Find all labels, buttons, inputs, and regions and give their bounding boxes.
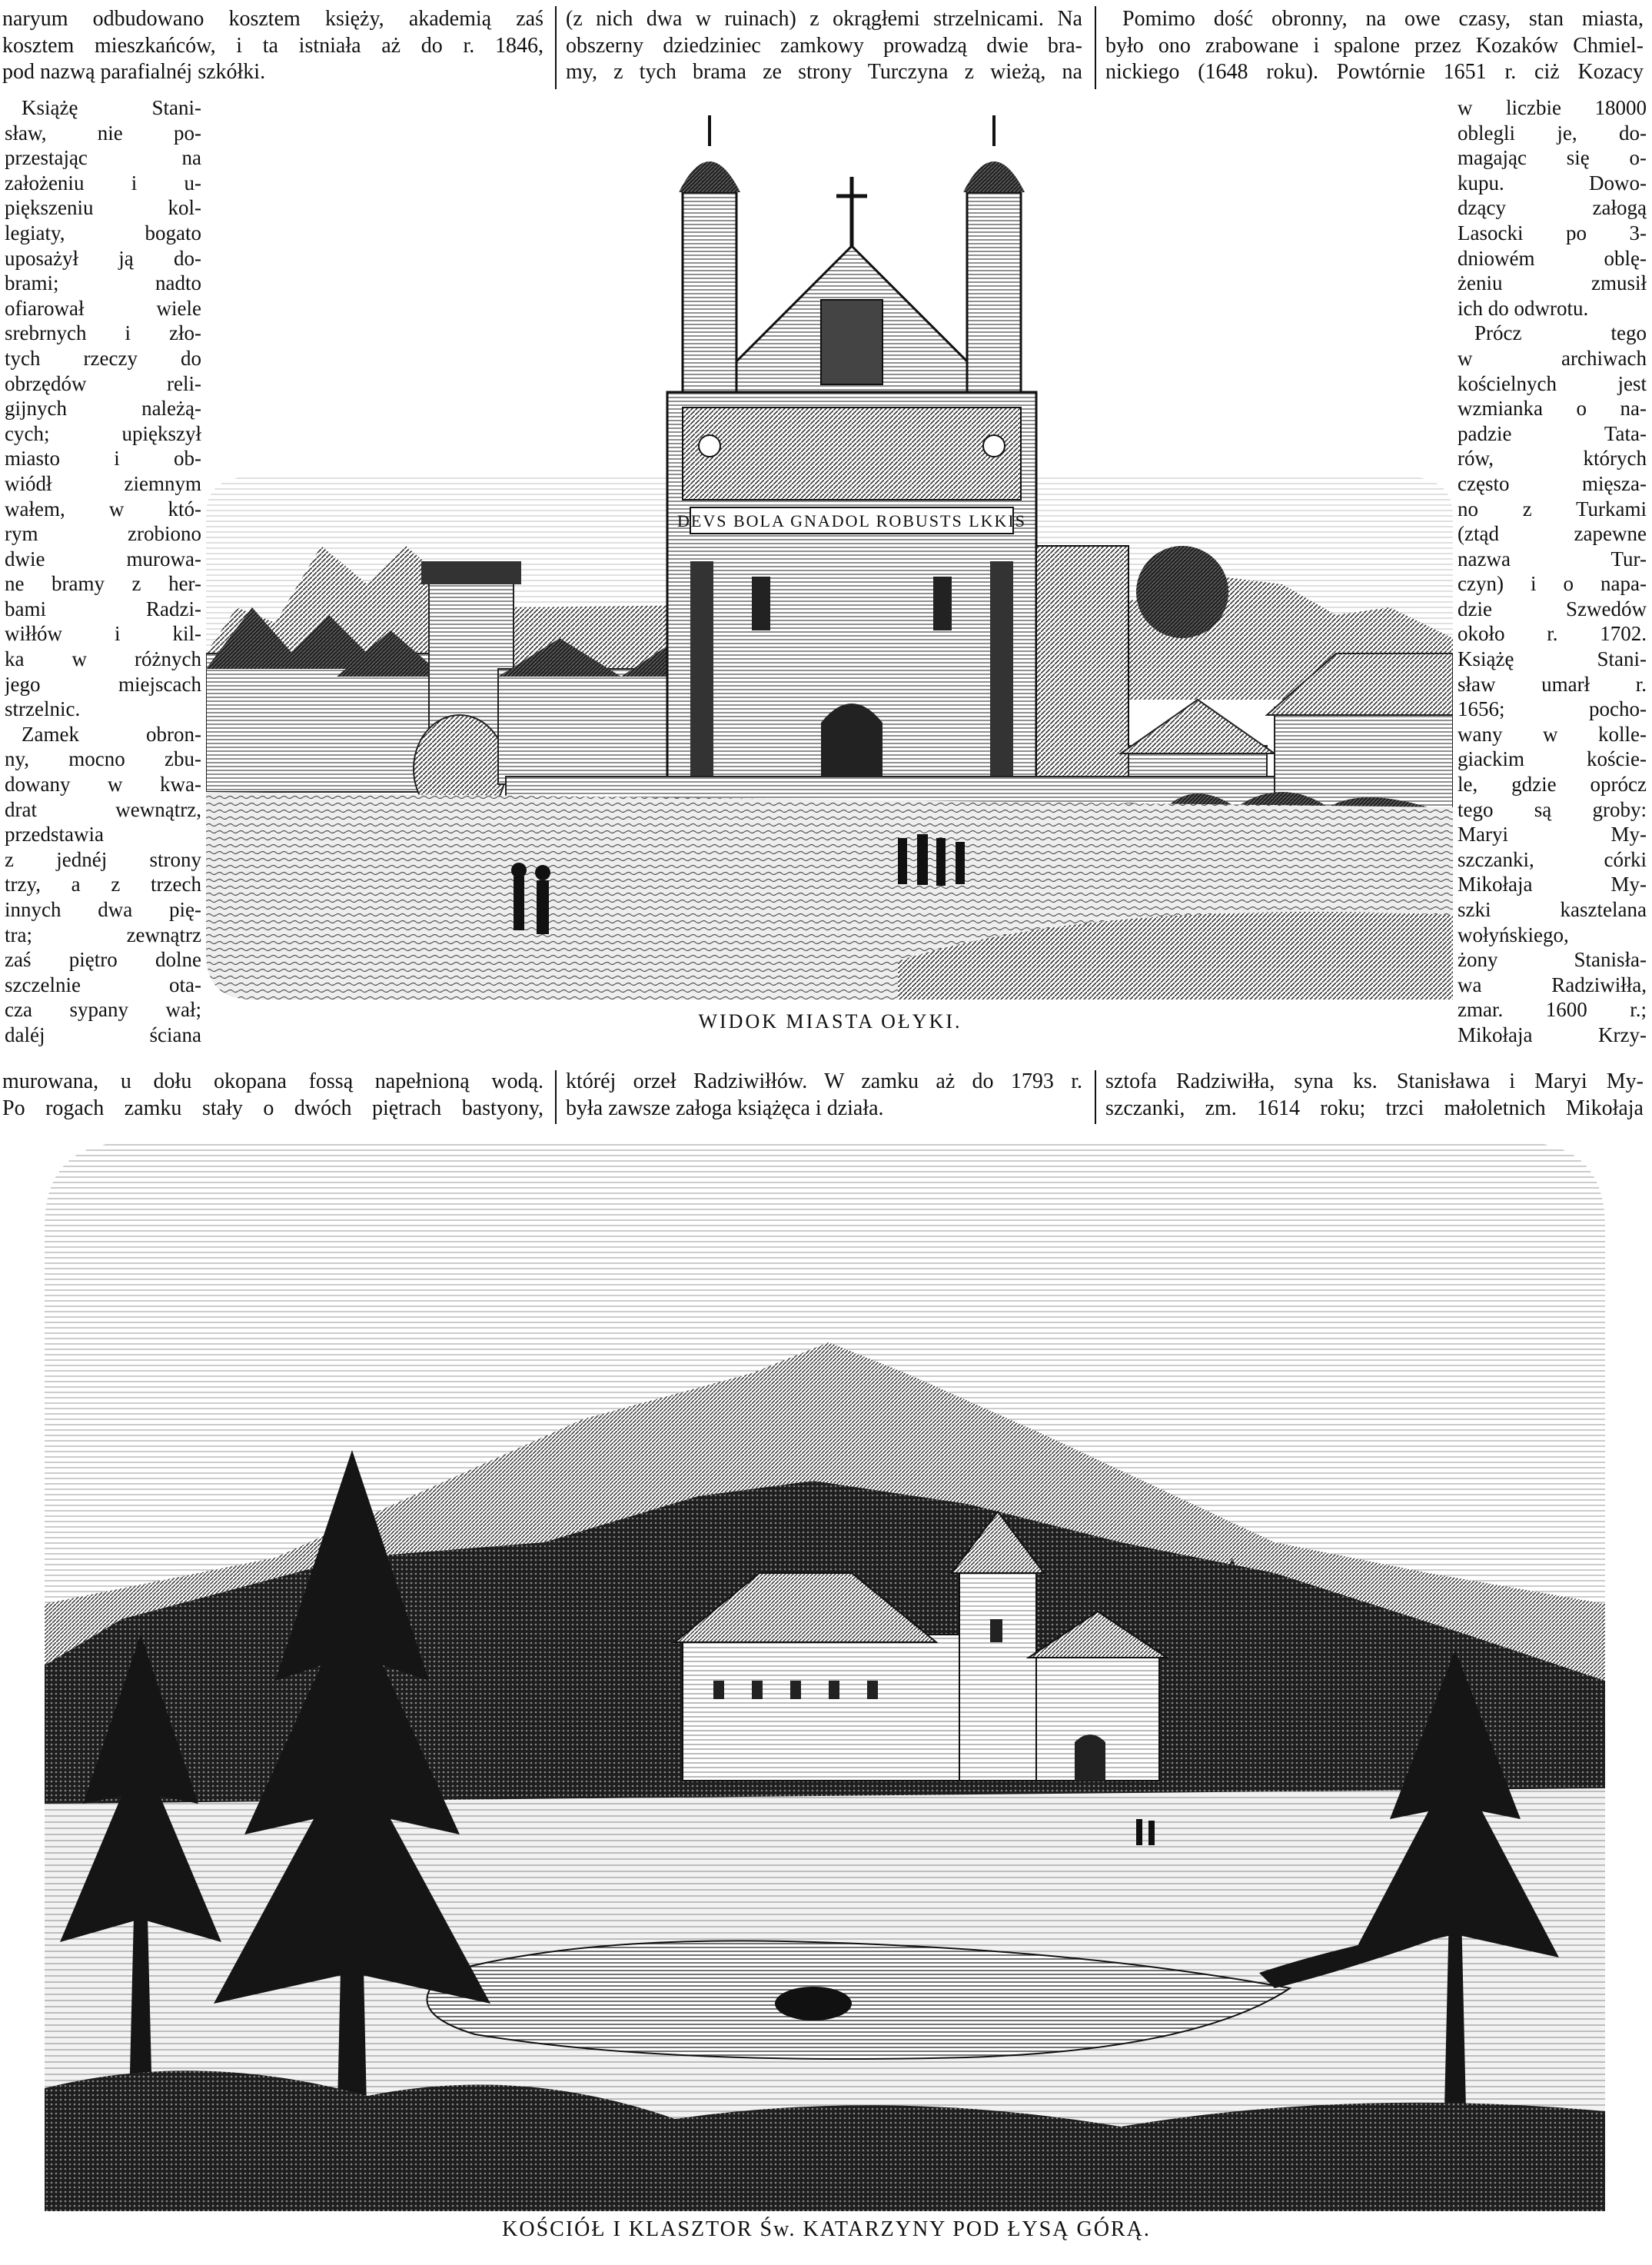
town-view-engraving [206,115,1453,1007]
text-line: daléj ściana [5,1023,201,1046]
text-line: czyn) i o napa- [1458,572,1647,596]
text-line: padzie Tata- [1458,421,1647,445]
text-line: dniowém oblę- [1458,246,1647,270]
text-line: ofiarował wiele [5,296,201,320]
right-narrow-column [1458,95,1647,1048]
monastery-caption: KOŚCIÓŁ I KLASZTOR Św. KATARZYNY POD ŁYSĄ GÓRĄ. [502,2217,1151,2241]
text-line: drat wewnątrz, [5,797,201,821]
text-line: obszerny dziedziniec zamkowy prowadzą dwie bra- [566,33,1082,58]
text-line: kościelnych jest [1458,371,1647,395]
text-line: srebrnych i zło- [5,321,201,345]
text-line: Prócz tego [1474,321,1647,345]
text-line: około r. 1702. [1458,622,1647,646]
text-line: le, gdzie oprócz [1458,773,1647,797]
text-line: no z Turkami [1458,497,1647,521]
text-line: my, z tych brama ze strony Turczyna z wieżą, na [566,60,1082,84]
text-line: zmar. 1600 r.; [1458,998,1647,1022]
col3-top-text [1105,6,1644,86]
text-line: wzmianka o na- [1458,397,1647,421]
col2-top-text [566,6,1082,86]
text-line: ka w różnych [5,647,201,671]
text-line: murowana, u dołu okopana fossą napełnioną wodą. [2,1069,543,1093]
text-line: żony Stanisła- [1458,948,1647,972]
text-line: Maryi My- [1458,823,1647,846]
column-rule [555,6,557,89]
text-line: któréj orzeł Radziwiłłów. W zamku aż do 1793 r. [566,1069,1082,1093]
text-line: dowany w kwa- [5,773,201,797]
text-line: dwie murowa- [5,547,201,570]
text-line: dzący załogą [1458,196,1647,220]
text-line: żeniu zmusił [1458,271,1647,295]
text-line: innych dwa pię- [5,898,201,921]
text-line: oblegli je, do- [1458,121,1647,145]
left-narrow-column [5,95,201,1048]
column-rule [1095,1070,1096,1124]
text-line: pod nazwą parafialnéj szkółki. [2,60,266,84]
town-view-caption: WIDOK MIASTA OŁYKI. [698,1010,962,1033]
col1-top-text [2,6,543,86]
text-line: Książę Stani- [22,96,201,119]
text-line: często mięsza- [1458,471,1647,495]
text-line: dzie Szwedów [1458,597,1647,620]
text-line: było ono zrabowane i spalone przez Kozaków Chmiel- [1105,33,1644,58]
monastery-illustration [45,1142,1605,2211]
monastery-engraving [45,1142,1605,2211]
text-line: Pomimo dość obronny, na owe czasy, stan miasta, [1122,7,1644,31]
text-line: kupu. Dowo- [1458,171,1647,195]
text-line: zaś piętro dolne [5,948,201,972]
text-line: założeniu i u- [5,171,201,195]
text-line: magając się o- [1458,146,1647,170]
text-line: wołyńskiego, [1458,923,1569,946]
text-line: tra; zewnątrz [5,923,201,946]
text-line: jego miejscach [5,672,201,696]
text-line: z jednéj strony [5,847,201,871]
text-line: piększeniu kol- [5,196,201,220]
text-line: kosztem mieszkańców, i ta istniała aż do r. 1846, [2,33,543,58]
text-line: brami; nadto [5,271,201,295]
text-line: wiłłów i kil- [5,622,201,646]
col1-bottom-text [2,1069,543,1122]
text-line: ich do odwrotu. [1458,296,1589,320]
text-line: naryum odbudowano kosztem księży, akademią zaś [2,7,543,31]
text-line: szki kasztelana [1458,898,1647,921]
text-line: szczanki, córki [1458,847,1647,871]
text-line: Mikołaja Krzy- [1458,1023,1647,1046]
text-line: wany w kolle- [1458,722,1647,746]
col2-bottom-text [566,1069,1082,1122]
text-line: trzy, a z trzech [5,873,201,896]
text-line: 1656; pocho- [1458,697,1647,721]
text-line: giackim koście- [1458,747,1647,771]
text-line: Mikołaja My- [1458,873,1647,896]
text-line: nazwa Tur- [1458,547,1647,570]
text-line: tych rzeczy do [5,346,201,370]
text-line: obrzędów reli- [5,371,201,395]
text-line: cza sypany wał; [5,998,201,1022]
column-rule [555,1070,557,1124]
text-line: w liczbie 18000 [1458,96,1647,119]
town-view-illustration [206,115,1453,1007]
text-line: rów, których [1458,447,1647,471]
text-line: nickiego (1648 roku). Powtórnie 1651 r. ciż Kozacy [1105,60,1644,84]
text-line: Książę Stani- [1458,647,1647,671]
text-line: wa Radziwiłła, [1458,973,1647,996]
text-line: Zamek obron- [22,722,201,746]
text-line: przedstawia [5,823,104,846]
text-line: miasto i ob- [5,447,201,471]
text-line: bami Radzi- [5,597,201,620]
text-line: wiódł ziemnym [5,471,201,495]
text-line: przestając na [5,146,201,170]
text-line: cych; upiększył [5,421,201,445]
text-line: sztofa Radziwiłła, syna ks. Stanisława i Maryi My- [1105,1069,1644,1093]
text-line: uposażył ją do- [5,246,201,270]
text-line: wałem, w któ- [5,497,201,521]
text-line: ny, mocno zbu- [5,747,201,771]
text-line: sław, nie po- [5,121,201,145]
text-line: szczanki, zm. 1614 roku; trzci małoletnich Mikołaja [1105,1096,1644,1120]
col3-bottom-text [1105,1069,1644,1122]
text-line: strzelnic. [5,697,81,721]
church-inscription: DEVS BOLA GNADOL ROBUSTS LKKIS [677,511,1026,530]
text-line: w archiwach [1458,346,1647,370]
text-line: legiaty, bogato [5,221,201,244]
text-line: była zawsze załoga książęca i działa. [566,1096,884,1120]
text-line: ne bramy z her- [5,572,201,596]
text-line: gijnych należą- [5,397,201,421]
text-line: Lasocki po 3- [1458,221,1647,244]
text-line: tego są groby: [1458,797,1647,821]
text-line: (z nich dwa w ruinach) z okrągłemi strzelnicami. Na [566,7,1082,31]
text-line: (ztąd zapewne [1458,522,1647,546]
column-rule [1095,6,1096,89]
text-line: Po rogach zamku stały o dwóch piętrach bastyony, [2,1096,543,1120]
text-line: sław umarł r. [1458,672,1647,696]
text-line: rym zrobiono [5,522,201,546]
text-line: szczelnie ota- [5,973,201,996]
